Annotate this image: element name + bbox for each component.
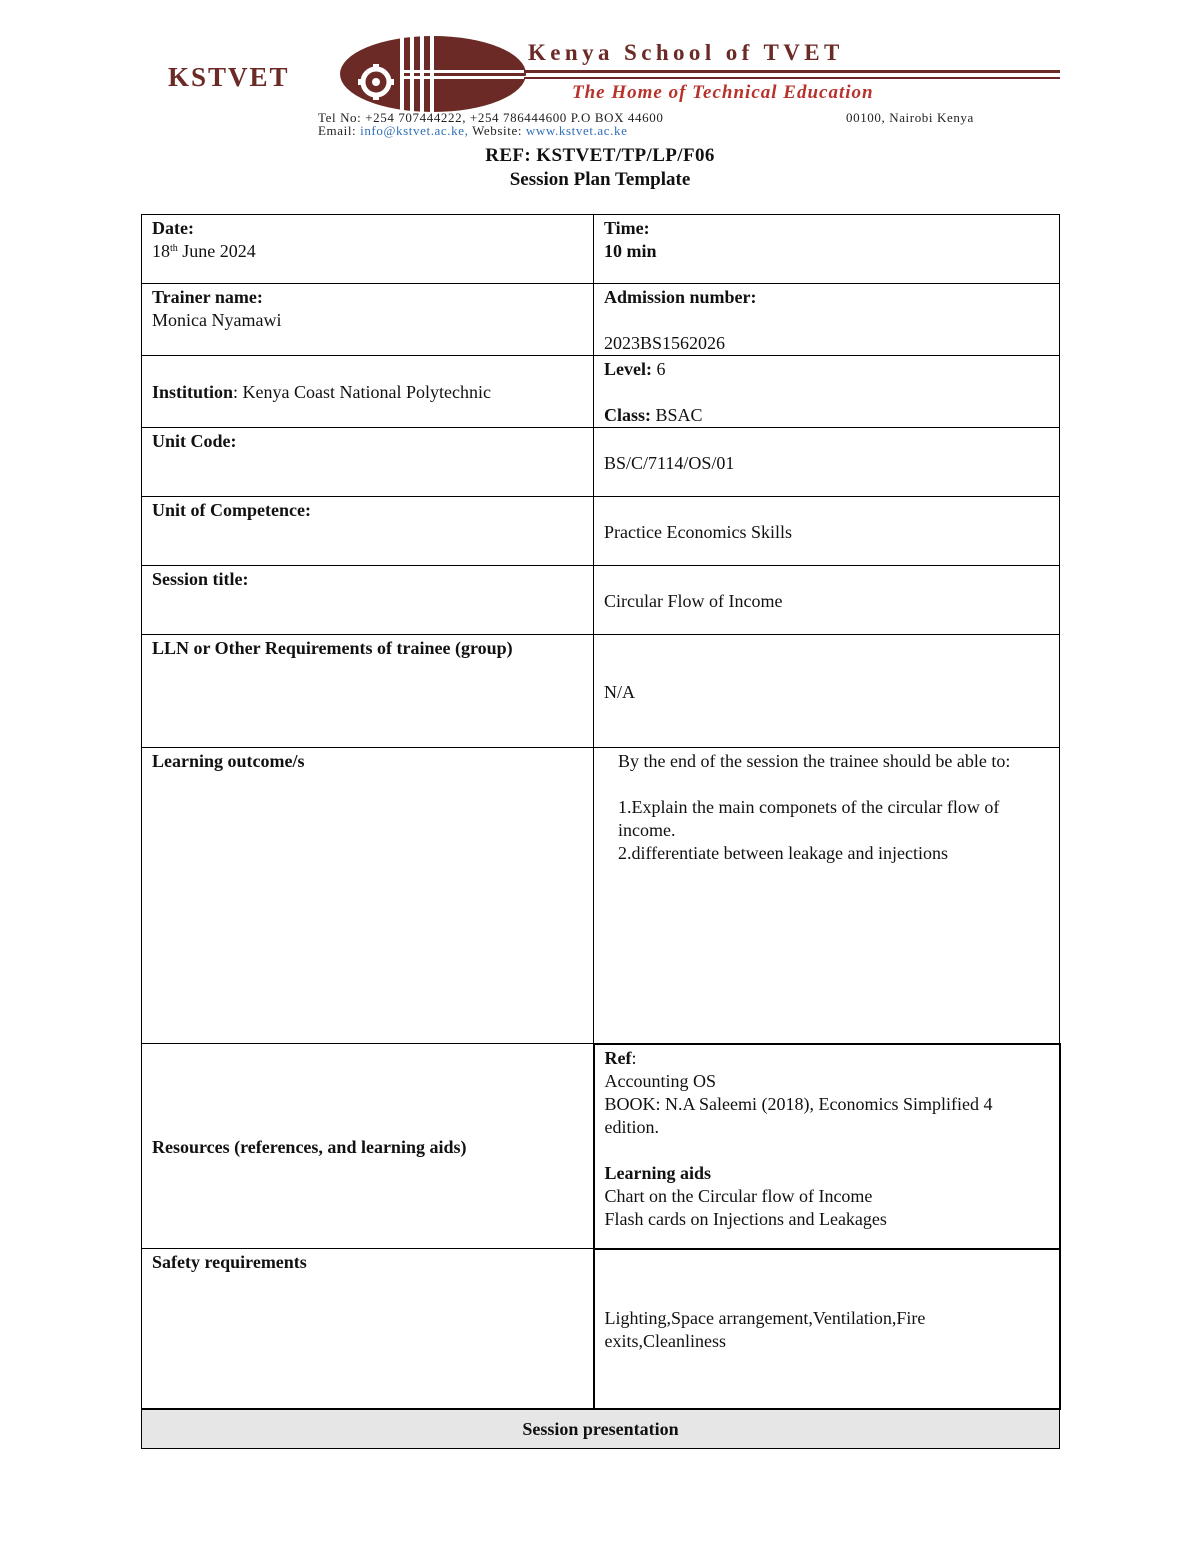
unit-competence-value-cell [594, 497, 1060, 566]
tel-label: Tel No: [318, 110, 362, 125]
trainer-cell [142, 284, 594, 356]
document-ref: REF: KSTVET/TP/LP/F06 [485, 145, 715, 166]
unit-code-label: Unit Code: [152, 431, 237, 451]
email-link[interactable]: info@kstvet.ac.ke, [360, 123, 469, 138]
outcome-item: 2.differentiate between leakage and injections [618, 843, 949, 863]
trainer-label: Trainer name: [152, 287, 263, 307]
website-link[interactable]: www.kstvet.ac.ke [525, 123, 628, 138]
institution-cell [142, 356, 594, 428]
session-plan-table [141, 214, 1061, 1449]
website-label: Website: [472, 123, 523, 138]
email-label: Email: [318, 123, 357, 138]
date-cell [142, 215, 594, 284]
outcomes-value-cell [594, 748, 1060, 1044]
unit-code-label-cell [142, 428, 594, 497]
session-title-value-cell [594, 566, 1060, 635]
outcome-item: 1.Explain the main componets of the circular flow of income. [618, 797, 1000, 840]
institution-value: : Kenya Coast National Polytechnic [233, 382, 491, 402]
session-presentation-header [142, 1409, 1060, 1449]
class-label: Class: [604, 405, 652, 425]
class-value: BSAC [651, 405, 703, 425]
unit-competence-value: Practice Economics Skills [604, 521, 792, 542]
table-row [142, 566, 1060, 635]
table-row [142, 497, 1060, 566]
date-suffix: th [170, 243, 178, 254]
letterhead-tagline: The Home of Technical Education [572, 82, 874, 103]
table-row [142, 1249, 1060, 1409]
session-title-label-cell [142, 566, 594, 635]
ref-colon: : [631, 1047, 637, 1068]
resources-label-cell [142, 1044, 594, 1249]
date-value [152, 240, 583, 263]
letterhead [0, 0, 1200, 140]
level-class-cell [594, 356, 1060, 428]
table-row [142, 635, 1060, 748]
trainer-value: Monica Nyamawi [152, 310, 282, 330]
lln-value-cell [594, 635, 1060, 748]
unit-competence-label-cell [142, 497, 594, 566]
kstvet-logo-icon [338, 34, 528, 114]
letterhead-abbrev: KSTVET [168, 62, 290, 92]
tel-value: +254 707444222, +254 786444600 P.O BOX 44600 [365, 110, 664, 125]
letterhead-rule [524, 77, 1060, 79]
learning-aid-item: Flash cards on Injections and Leakages [604, 1208, 887, 1229]
time-label: Time: [604, 218, 650, 238]
safety-value: Lighting,Space arrangement,Ventilation,Fire exits,Cleanliness [604, 1307, 926, 1351]
resources-label: Resources (references, and learning aids) [152, 1136, 467, 1157]
lln-label-cell [142, 635, 594, 748]
session-title-label: Session title: [152, 569, 249, 589]
resources-value-cell [594, 1044, 1060, 1249]
table-row [142, 215, 1060, 284]
lln-label: LLN or Other Requirements of trainee (group) [152, 638, 513, 658]
ref-item: Accounting OS [604, 1070, 716, 1091]
outcomes-intro: By the end of the session the trainee should be able to: [618, 751, 1011, 771]
admission-cell [594, 284, 1060, 356]
time-cell [594, 215, 1060, 284]
letterhead-rule [524, 70, 1060, 73]
ref-item: BOOK: N.A Saleemi (2018), Economics Simplified 4 edition. [604, 1093, 993, 1137]
level-value: 6 [651, 359, 666, 379]
table-row [142, 748, 1060, 1044]
lln-value: N/A [604, 681, 635, 702]
safety-value-cell [594, 1249, 1060, 1409]
table-row [142, 356, 1060, 428]
level-label: Level: [604, 359, 652, 379]
session-presentation-label: Session presentation [522, 1419, 679, 1440]
session-title-value: Circular Flow of Income [604, 590, 783, 611]
admission-label: Admission number: [604, 287, 757, 307]
unit-code-value: BS/C/7114/OS/01 [604, 452, 735, 473]
table-row [142, 1409, 1060, 1449]
safety-label: Safety requirements [152, 1252, 307, 1272]
safety-label-cell [142, 1249, 594, 1409]
table-row [142, 428, 1060, 497]
learning-aid-item: Chart on the Circular flow of Income [604, 1185, 873, 1206]
letterhead-school-name: Kenya School of TVET [528, 40, 844, 65]
time-value: 10 min [604, 241, 657, 261]
ref-label: Ref [604, 1047, 632, 1068]
learning-aids-label: Learning aids [604, 1162, 712, 1183]
table-row [142, 1044, 1060, 1249]
document-title: Session Plan Template [509, 169, 691, 190]
date-rest: June 2024 [177, 241, 256, 261]
address: 00100, Nairobi Kenya [846, 110, 974, 125]
date-day: 18 [152, 241, 170, 261]
institution-label: Institution [152, 382, 234, 402]
outcomes-label: Learning outcome/s [152, 751, 305, 771]
outcomes-label-cell [142, 748, 594, 1044]
table-row [142, 284, 1060, 356]
unit-code-value-cell [594, 428, 1060, 497]
admission-value: 2023BS1562026 [604, 333, 726, 353]
date-label: Date: [152, 218, 194, 238]
letterhead-contact [318, 111, 1058, 137]
unit-competence-label: Unit of Competence: [152, 500, 311, 520]
